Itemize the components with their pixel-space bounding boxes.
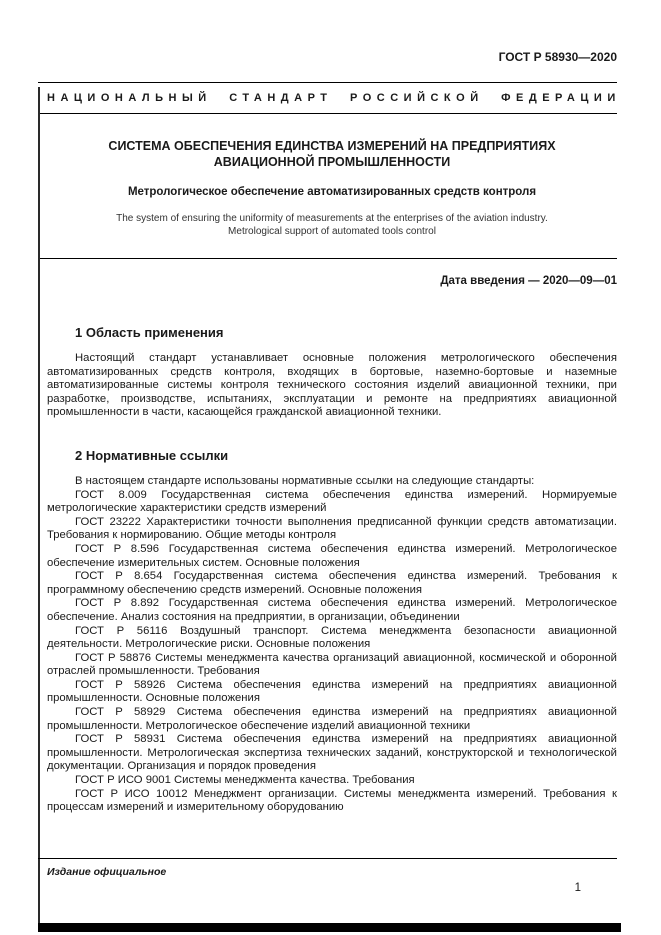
reference-item: ГОСТ Р ИСО 9001 Системы менеджмента качества. Требования [75,774,415,787]
effective-date: Дата введения — 2020—09—01 [440,275,617,287]
reference-item: ГОСТ Р 8.654 Государственная система обеспечения единства измерений. Требования к программному обеспечению средств измерений. Основные положения [47,570,617,596]
reference-item: ГОСТ Р 58876 Системы менеджмента качества организаций авиационной, космической и оборонной отраслей промышленности. Требования [47,651,617,678]
reference-item: ГОСТ Р ИСО 10012 Менеджмент организации. Системы менеджмента измерений. Требования к процессам измерений и измерительному оборудованию [47,787,617,814]
scope-paragraph: Настоящий стандарт устанавливает основные положения метрологического обеспечения автоматизированных средств контроля, входящих в бортовые, наземно-бортовые и наземные автоматизированные системы контроля технического состояния изделий авиационной техники, при разработке, производстве, испытаниях, эксплуатации и ремонте на предприятиях авиационной промышленности в части, касающейся гражданской авиационной техники. [47,352,617,419]
doc-number: ГОСТ Р 58930—2020 [498,50,617,64]
divider-top [38,82,617,83]
reference-item: ГОСТ 23222 Характеристики точности выполнения предписанной функции средств автоматизации. Требования к нормированию. Общие методы контроля [47,515,617,542]
title-english-line2: Metrological support of automated tools control [228,226,436,237]
title-english-line1: The system of ensuring the uniformity of measurements at the enterprises of the aviation industry. [116,213,548,224]
document-title-english [47,212,617,238]
reference-item: ГОСТ Р 56116 Воздушный транспорт. Система менеджмента безопасности авиационной деятельности. Метрологические риски. Основные положения [47,624,617,651]
page-left-border [38,87,40,932]
reference-item: ГОСТ Р 58926 Система обеспечения единства измерений на предприятиях авиационной промышленности. Основные положения [47,678,617,705]
edition-note: Издание официальное [47,866,167,878]
document-title: СИСТЕМА ОБЕСПЕЧЕНИЯ ЕДИНСТВА ИЗМЕРЕНИЙ НА ПРЕДПРИЯТИЯХ АВИАЦИОННОЙ ПРОМЫШЛЕННОСТИ [108,139,556,169]
divider-banner [38,113,617,114]
page-content [47,0,621,815]
page-bottom-bar [38,923,621,932]
references-intro: В настоящем стандарте использованы нормативные ссылки на следующие стандарты: [75,474,535,487]
standard-banner: НАЦИОНАЛЬНЫЙ СТАНДАРТ РОССИЙСКОЙ ФЕДЕРАЦИИ [47,92,621,104]
page-number: 1 [574,882,581,894]
section-heading-scope: 1 Область применения [75,325,224,340]
section-heading-references: 2 Нормативные ссылки [75,447,229,463]
divider-title [38,258,617,259]
reference-item: ГОСТ Р 8.892 Государственная система обеспечения единства измерений. Метрологическое обеспечение. Анализ состояния на предприятии, в организации, объединении [47,597,617,623]
divider-footer [38,858,617,859]
reference-item: ГОСТ Р 58929 Система обеспечения единства измерений на предприятиях авиационной промышленности. Метрологическое обеспечение изделий авиационной техники [47,706,617,732]
reference-item: ГОСТ Р 58931 Система обеспечения единства измерений на предприятиях авиационной промышленности. Метрологическая экспертиза технических заданий, конструкторской и технологической документации. Организация и порядок проведения [47,733,617,773]
reference-item: ГОСТ Р 8.596 Государственная система обеспечения единства измерений. Метрологическое обеспечение измерительных систем. Основные положения [47,542,617,569]
document-subtitle: Метрологическое обеспечение автоматизированных средств контроля [127,186,537,198]
reference-item: ГОСТ 8.009 Государственная система обеспечения единства измерений. Нормируемые метрологические характеристики средств измерений [47,488,617,515]
